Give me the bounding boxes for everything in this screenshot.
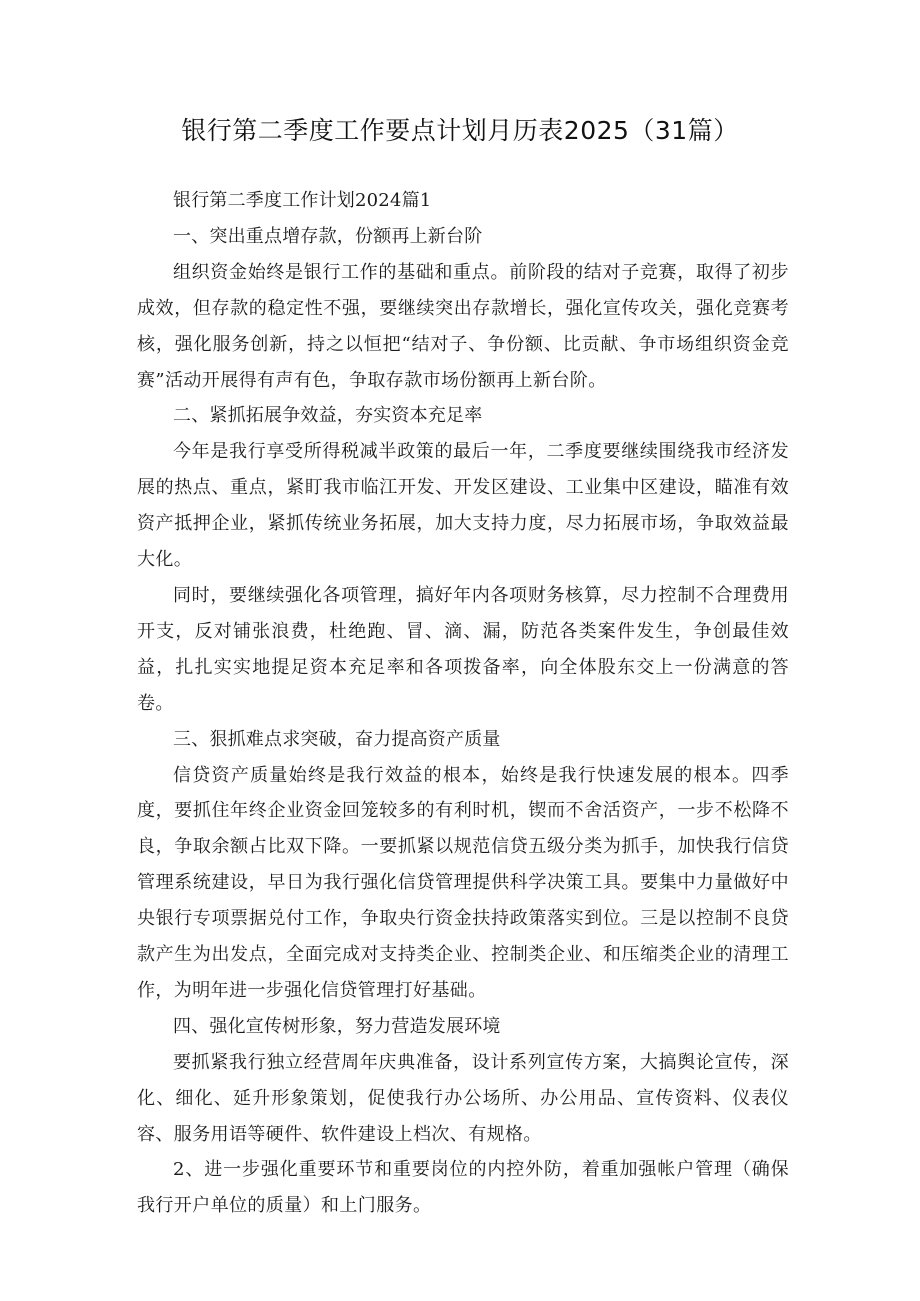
paragraph-3: 同时，要继续强化各项管理，搞好年内各项财务核算，尽力控制不合理费用开支，反对铺张浪费，杜绝跑、冒、滴、漏，防范各类案件发生，争创最佳效益，扎扎实实地提足资本充足率和各项拨备率，向全体股东交上一份满意的答卷。 <box>137 584 789 714</box>
paragraph-6: 2、进一步强化重要环节和重要岗位的内控外防，着重加强帐户管理（确保我行开户单位的质量）和上门服务。 <box>137 1159 789 1217</box>
paragraph-4: 信贷资产质量始终是我行效益的根本，始终是我行快速发展的根本。四季度，要抓住年终企业资金回笼较多的有利时机，锲而不舍活资产，一步不松降不良，争取余额占比双下降。一要抓紧以规范信贷五级分类为抓手，加快我行信贷管理系统建设，早日为我行强化信贷管理提供科学决策工具。要集中力量做好中央银行专项票据兑付工作，争取央行资金扶持政策落实到位。三是以控制不良贷款产生为出发点，全面完成对支持类企业、控制类企业、和压缩类企业的清理工作，为明年进一步强化信贷管理打好基础。 <box>137 764 789 1001</box>
section-heading-3: 三、狠抓难点求突破，奋力提高资产质量 <box>173 728 501 750</box>
paragraph-5: 要抓紧我行独立经营周年庆典准备，设计系列宣传方案，大搞舆论宣传，深化、细化、延升形象策划，促使我行办公场所、办公用品、宣传资料、仪表仪容、服务用语等硬件、软件建设上档次、有规格。 <box>137 1051 789 1145</box>
document-title: 银行第二季度工作要点计划月历表2025（31篇） <box>181 116 739 145</box>
section-heading-2: 二、紧抓拓展争效益，夯实资本充足率 <box>173 405 483 427</box>
article-heading: 银行第二季度工作计划2024篇1 <box>173 190 432 211</box>
paragraph-1: 组织资金始终是银行工作的基础和重点。前阶段的结对子竞赛，取得了初步成效，但存款的稳定性不强，要继续突出存款增长，强化宣传攻关，强化竞赛考核，强化服务创新，持之以恒把“结对子、争份额、比贡献、争市场组织资金竞赛”活动开展得有声有色，争取存款市场份额再上新台阶。 <box>137 261 789 391</box>
section-heading-1: 一、突出重点增存款，份额再上新台阶 <box>173 225 483 247</box>
document-body <box>137 183 789 1224</box>
section-heading-4: 四、强化宣传树形象，努力营造发展环境 <box>173 1015 501 1037</box>
paragraph-2: 今年是我行享受所得税减半政策的最后一年，二季度要继续围绕我市经济发展的热点、重点，紧盯我市临江开发、开发区建设、工业集中区建设，瞄准有效资产抵押企业，紧抓传统业务拓展，加大支持力度，尽力拓展市场，争取效益最大化。 <box>137 441 789 571</box>
